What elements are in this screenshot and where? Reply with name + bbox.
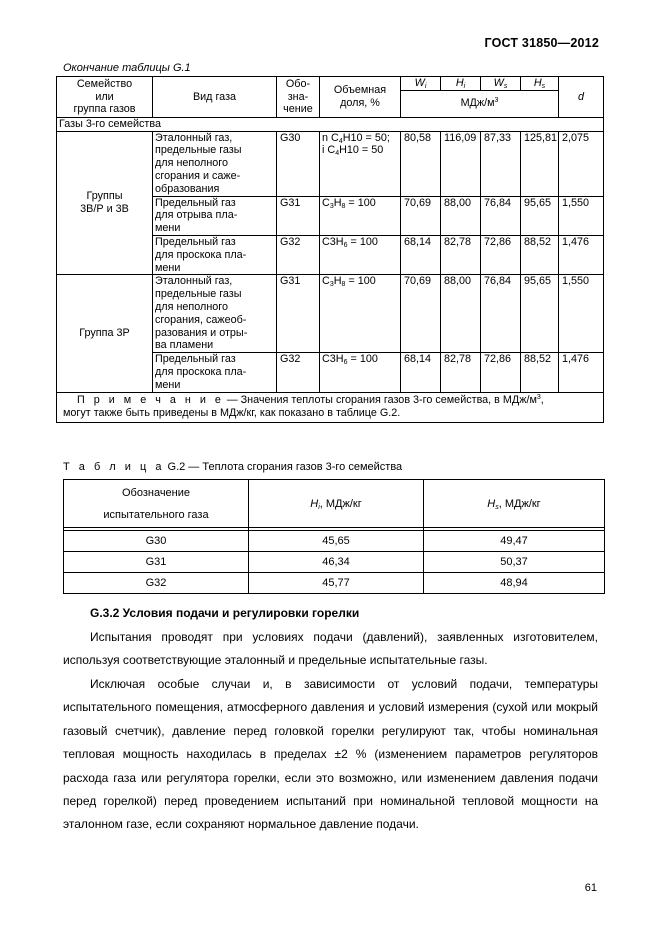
wi-value: 68,14 bbox=[401, 235, 441, 274]
table-note: П р и м е ч а н и е — Значения теплоты сгорания газов 3-го семейства, в МДж/$м^3$, могут также быть приведены в МДж/кг, как показано в таблице G.2. bbox=[57, 392, 604, 422]
gas-type: Предельный газ для проскока пла- мени bbox=[153, 235, 277, 274]
header-hi: $H_i$ bbox=[441, 77, 481, 91]
hi-value: 82,78 bbox=[441, 235, 481, 274]
designation: G32 bbox=[277, 353, 320, 392]
d-value: 1,550 bbox=[559, 196, 604, 235]
header-family: Семейство или группа газов bbox=[57, 77, 153, 118]
hi-value: 46,34 bbox=[249, 552, 424, 573]
header-wi: $W_i$ bbox=[401, 77, 441, 91]
ws-value: 76,84 bbox=[481, 275, 521, 353]
table-row bbox=[57, 131, 604, 196]
paragraph-2: Исключая особые случаи и, в зависимости от условий подачи, температуры испытательного помещения, атмосферного давления и условий измерения (сухой или мокрый газовый счетчик), давление перед головкой горелки регулируют так, чтобы номинальная тепловая мощность находилась в пределах ±2 % (изменением параметров регуляторов расхода газа или регулятора горелки, если это возможно, или изменением давления подачи перед горелкой) перед проведением испытаний при номинальной тепловой мощности на эталонном газе, если сохраняют нормальное давление подачи. bbox=[63, 677, 598, 832]
standard-header: ГОСТ 31850—2012 bbox=[484, 36, 599, 50]
wi-value: 70,69 bbox=[401, 275, 441, 353]
header-d: d bbox=[559, 77, 604, 118]
hi-value: 82,78 bbox=[441, 353, 481, 392]
hs-value: 88,52 bbox=[521, 353, 559, 392]
hs-value: 49,47 bbox=[424, 531, 605, 552]
composition: $C_3H_8 = 100$ bbox=[320, 275, 401, 353]
hi-value: 45,65 bbox=[249, 531, 424, 552]
family-row bbox=[57, 117, 604, 131]
ws-value: 87,33 bbox=[481, 131, 521, 196]
header-designation: Обо- зна- чение bbox=[277, 77, 320, 118]
header-units: МДж/$м^3$ bbox=[401, 90, 559, 117]
hs-value: 88,52 bbox=[521, 235, 559, 274]
table-g1 bbox=[56, 76, 604, 423]
family-row-label: Газы 3-го семейства bbox=[57, 117, 604, 131]
gas-type: Предельный газ для проскока пла- мени bbox=[153, 353, 277, 392]
header-hs: $H_s$ bbox=[521, 77, 559, 91]
ws-value: 72,86 bbox=[481, 353, 521, 392]
composition: n $C_4H10 = 50$; i $C_4H10 = 50$ bbox=[320, 131, 401, 196]
hs-value: 125,81 bbox=[521, 131, 559, 196]
table-row bbox=[64, 573, 605, 594]
paragraph-1: Испытания проводят при условиях подачи (давлений), заявленных изготовителем, используя соответствующие эталонный и предельные испытательные газы. bbox=[63, 630, 598, 668]
gas-type: Эталонный газ, предельные газы для неполного сгорания и саже- образования bbox=[153, 131, 277, 196]
ws-value: 72,86 bbox=[481, 235, 521, 274]
ws-value: 76,84 bbox=[481, 196, 521, 235]
header-hi-mass: $H_i$, МДж/кг bbox=[249, 480, 424, 528]
section-heading: G.3.2 Условия подачи и регулировки горелки bbox=[90, 606, 360, 620]
wi-value: 70,69 bbox=[401, 196, 441, 235]
note-row bbox=[57, 392, 604, 422]
d-value: 1,476 bbox=[559, 235, 604, 274]
designation: G31 bbox=[277, 196, 320, 235]
header-ws: $W_s$ bbox=[481, 77, 521, 91]
test-gas: G31 bbox=[64, 552, 249, 573]
header-volume-fraction: Объемная доля, % bbox=[320, 77, 401, 118]
composition: $C3H_6 = 100$ bbox=[320, 353, 401, 392]
designation: G30 bbox=[277, 131, 320, 196]
d-value: 2,075 bbox=[559, 131, 604, 196]
header-test-gas: Обозначение испытательного газа bbox=[64, 480, 249, 528]
hi-value: 116,09 bbox=[441, 131, 481, 196]
gas-type: Эталонный газ, предельные газы для неполного сгорания, сажеоб- разования и отры- ва пламени bbox=[153, 275, 277, 353]
hs-value: 95,65 bbox=[521, 275, 559, 353]
hi-value: 45,77 bbox=[249, 573, 424, 594]
table-row bbox=[64, 552, 605, 573]
table-g2-caption: Т а б л и ц а G.2 — Теплота сгорания газов 3-го семейства bbox=[63, 461, 403, 473]
designation: G32 bbox=[277, 235, 320, 274]
group-3p-label: Группа 3Р bbox=[57, 275, 153, 392]
designation: G31 bbox=[277, 275, 320, 353]
header-gas-type: Вид газа bbox=[153, 77, 277, 118]
composition: $C_3H_8 = 100$ bbox=[320, 196, 401, 235]
hs-value: 50,37 bbox=[424, 552, 605, 573]
wi-value: 68,14 bbox=[401, 353, 441, 392]
hs-value: 95,65 bbox=[521, 196, 559, 235]
test-gas: G30 bbox=[64, 531, 249, 552]
page-number: 61 bbox=[584, 882, 597, 894]
header-hs-mass: $H_s$, МДж/кг bbox=[424, 480, 605, 528]
table-g1-caption: Окончание таблицы G.1 bbox=[63, 62, 191, 74]
hs-value: 48,94 bbox=[424, 573, 605, 594]
wi-value: 80,58 bbox=[401, 131, 441, 196]
gas-type: Предельный газ для отрыва пла- мени bbox=[153, 196, 277, 235]
hi-value: 88,00 bbox=[441, 196, 481, 235]
table-g2 bbox=[63, 479, 605, 594]
d-value: 1,550 bbox=[559, 275, 604, 353]
table-row bbox=[57, 275, 604, 353]
table-g2-header-row bbox=[64, 480, 605, 528]
table-row bbox=[64, 531, 605, 552]
hi-value: 88,00 bbox=[441, 275, 481, 353]
d-value: 1,476 bbox=[559, 353, 604, 392]
group-3bp-3b-label: Группы 3В/Р и 3В bbox=[57, 131, 153, 275]
table-g1-header-row-1 bbox=[57, 77, 604, 91]
composition: $C3H_6 = 100$ bbox=[320, 235, 401, 274]
test-gas: G32 bbox=[64, 573, 249, 594]
